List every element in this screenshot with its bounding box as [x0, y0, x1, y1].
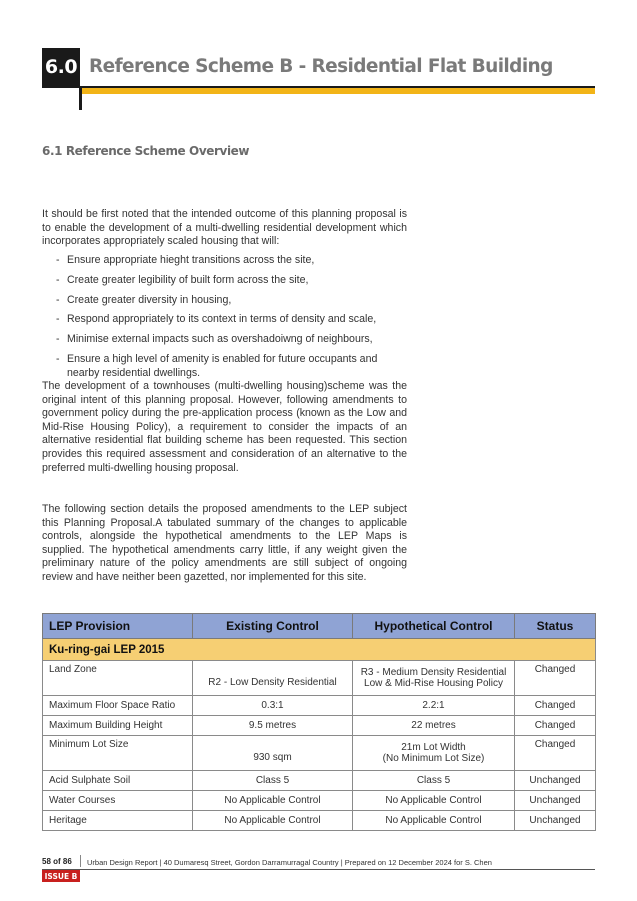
cell-existing: 930 sqm [193, 736, 353, 771]
table-header-row [43, 614, 596, 639]
list-item: - Create greater legibility of built form across the site, [56, 273, 309, 286]
cell-status: Unchanged [515, 811, 596, 831]
cell-existing: 9.5 metres [193, 716, 353, 736]
cell-existing: 0.3:1 [193, 696, 353, 716]
header-divider [79, 86, 82, 110]
cell-status: Changed [515, 696, 596, 716]
cell-status: Unchanged [515, 791, 596, 811]
list-item: - Minimise external impacts such as overshadoiwng of neighbours, [56, 333, 373, 346]
page-number: 58 of 86 [42, 857, 72, 866]
cell-hypothetical: 22 metres [353, 716, 515, 736]
table-row [43, 696, 596, 716]
footer-text: Urban Design Report | 40 Dumaresq Street, Gordon Darramurragal Country | Prepared on 12 December 2024 for S. Chen [87, 858, 492, 867]
table-group-row [43, 639, 596, 661]
section-number: 6.0 [42, 48, 80, 86]
history-paragraph: The development of a townhouses (multi-dwelling housing)scheme was the original intent of this planning proposal. However, following amendments to government policy during the pre-application process (known as the Low and Mid-Rise Housing Policy), a requirement to consider the impacts of an alternative residential flat building scheme has been requested. This section provides this required assessment and consideration of an alternative to the preferred multi-dwelling housing proposal. [42, 380, 407, 474]
cell-provision: Minimum Lot Size [43, 736, 193, 771]
cell-hypothetical-line2: (No Minimum Lot Size) [382, 753, 485, 764]
cell-hypothetical-line2: Low & Mid-Rise Housing Policy [364, 678, 503, 689]
cell-existing: R2 - Low Density Residential [193, 661, 353, 696]
cell-existing: No Applicable Control [193, 791, 353, 811]
table-row [43, 791, 596, 811]
list-item: - Respond appropriately to its context in terms of density and scale, [56, 313, 377, 326]
list-item: - Ensure a high level of amenity is enabled for future occupants and nearby residential dwellings. [56, 352, 378, 379]
cell-provision: Heritage [43, 811, 193, 831]
list-item: - Create greater diversity in housing, [56, 293, 232, 306]
intro-paragraph: It should be first noted that the intended outcome of this planning proposal is to enable the development of a multi-dwelling residential development which incorporates appropriately scaled housing that will: [42, 208, 407, 248]
subsection-title: 6.1 Reference Scheme Overview [42, 144, 250, 158]
cell-status: Unchanged [515, 771, 596, 791]
column-header-status: Status [515, 614, 596, 639]
cell-provision: Maximum Floor Space Ratio [43, 696, 193, 716]
cell-hypothetical: 2.2:1 [353, 696, 515, 716]
cell-provision: Land Zone [43, 661, 193, 696]
cell-existing: Class 5 [193, 771, 353, 791]
header-rule [42, 86, 595, 88]
group-label: Ku-ring-gai LEP 2015 [43, 639, 596, 661]
cell-status: Changed [515, 736, 596, 771]
cell-hypothetical-line1: 21m Lot Width [401, 742, 466, 753]
column-header-existing: Existing Control [193, 614, 353, 639]
cell-hypothetical: Class 5 [353, 771, 515, 791]
cell-provision: Water Courses [43, 791, 193, 811]
table-row [43, 736, 596, 771]
table-row [43, 771, 596, 791]
footer-rule [42, 869, 595, 870]
cell-provision: Acid Sulphate Soil [43, 771, 193, 791]
amendments-paragraph: The following section details the proposed amendments to the LEP subject this Planning Proposal.A tabulated summary of the changes to applicable controls, alongside the hypothetical amendments to the LEP Maps is supplied. The hypothetical amendments carry little, if any weight given the preliminary nature of the policy amendments are still subject of ongoing review and have neither been gazetted, nor implemented for this site. [42, 503, 407, 583]
cell-hypothetical [353, 736, 515, 771]
lep-controls-table [42, 613, 596, 831]
cell-hypothetical [353, 661, 515, 696]
cell-hypothetical: No Applicable Control [353, 811, 515, 831]
cell-hypothetical-line1: R3 - Medium Density Residential [360, 667, 507, 678]
column-header-hypothetical: Hypothetical Control [353, 614, 515, 639]
cell-existing: No Applicable Control [193, 811, 353, 831]
section-title: Reference Scheme B - Residential Flat Building [89, 56, 553, 77]
issue-badge: ISSUE B [42, 870, 80, 882]
footer-divider [80, 855, 81, 867]
cell-hypothetical: No Applicable Control [353, 791, 515, 811]
column-header-provision: LEP Provision [43, 614, 193, 639]
table-row [43, 811, 596, 831]
table-row [43, 716, 596, 736]
cell-status: Changed [515, 661, 596, 696]
goals-list [56, 254, 408, 386]
cell-status: Changed [515, 716, 596, 736]
list-item: - Ensure appropriate hieght transitions across the site, [56, 254, 315, 266]
cell-provision: Maximum Building Height [43, 716, 193, 736]
table-row [43, 661, 596, 696]
